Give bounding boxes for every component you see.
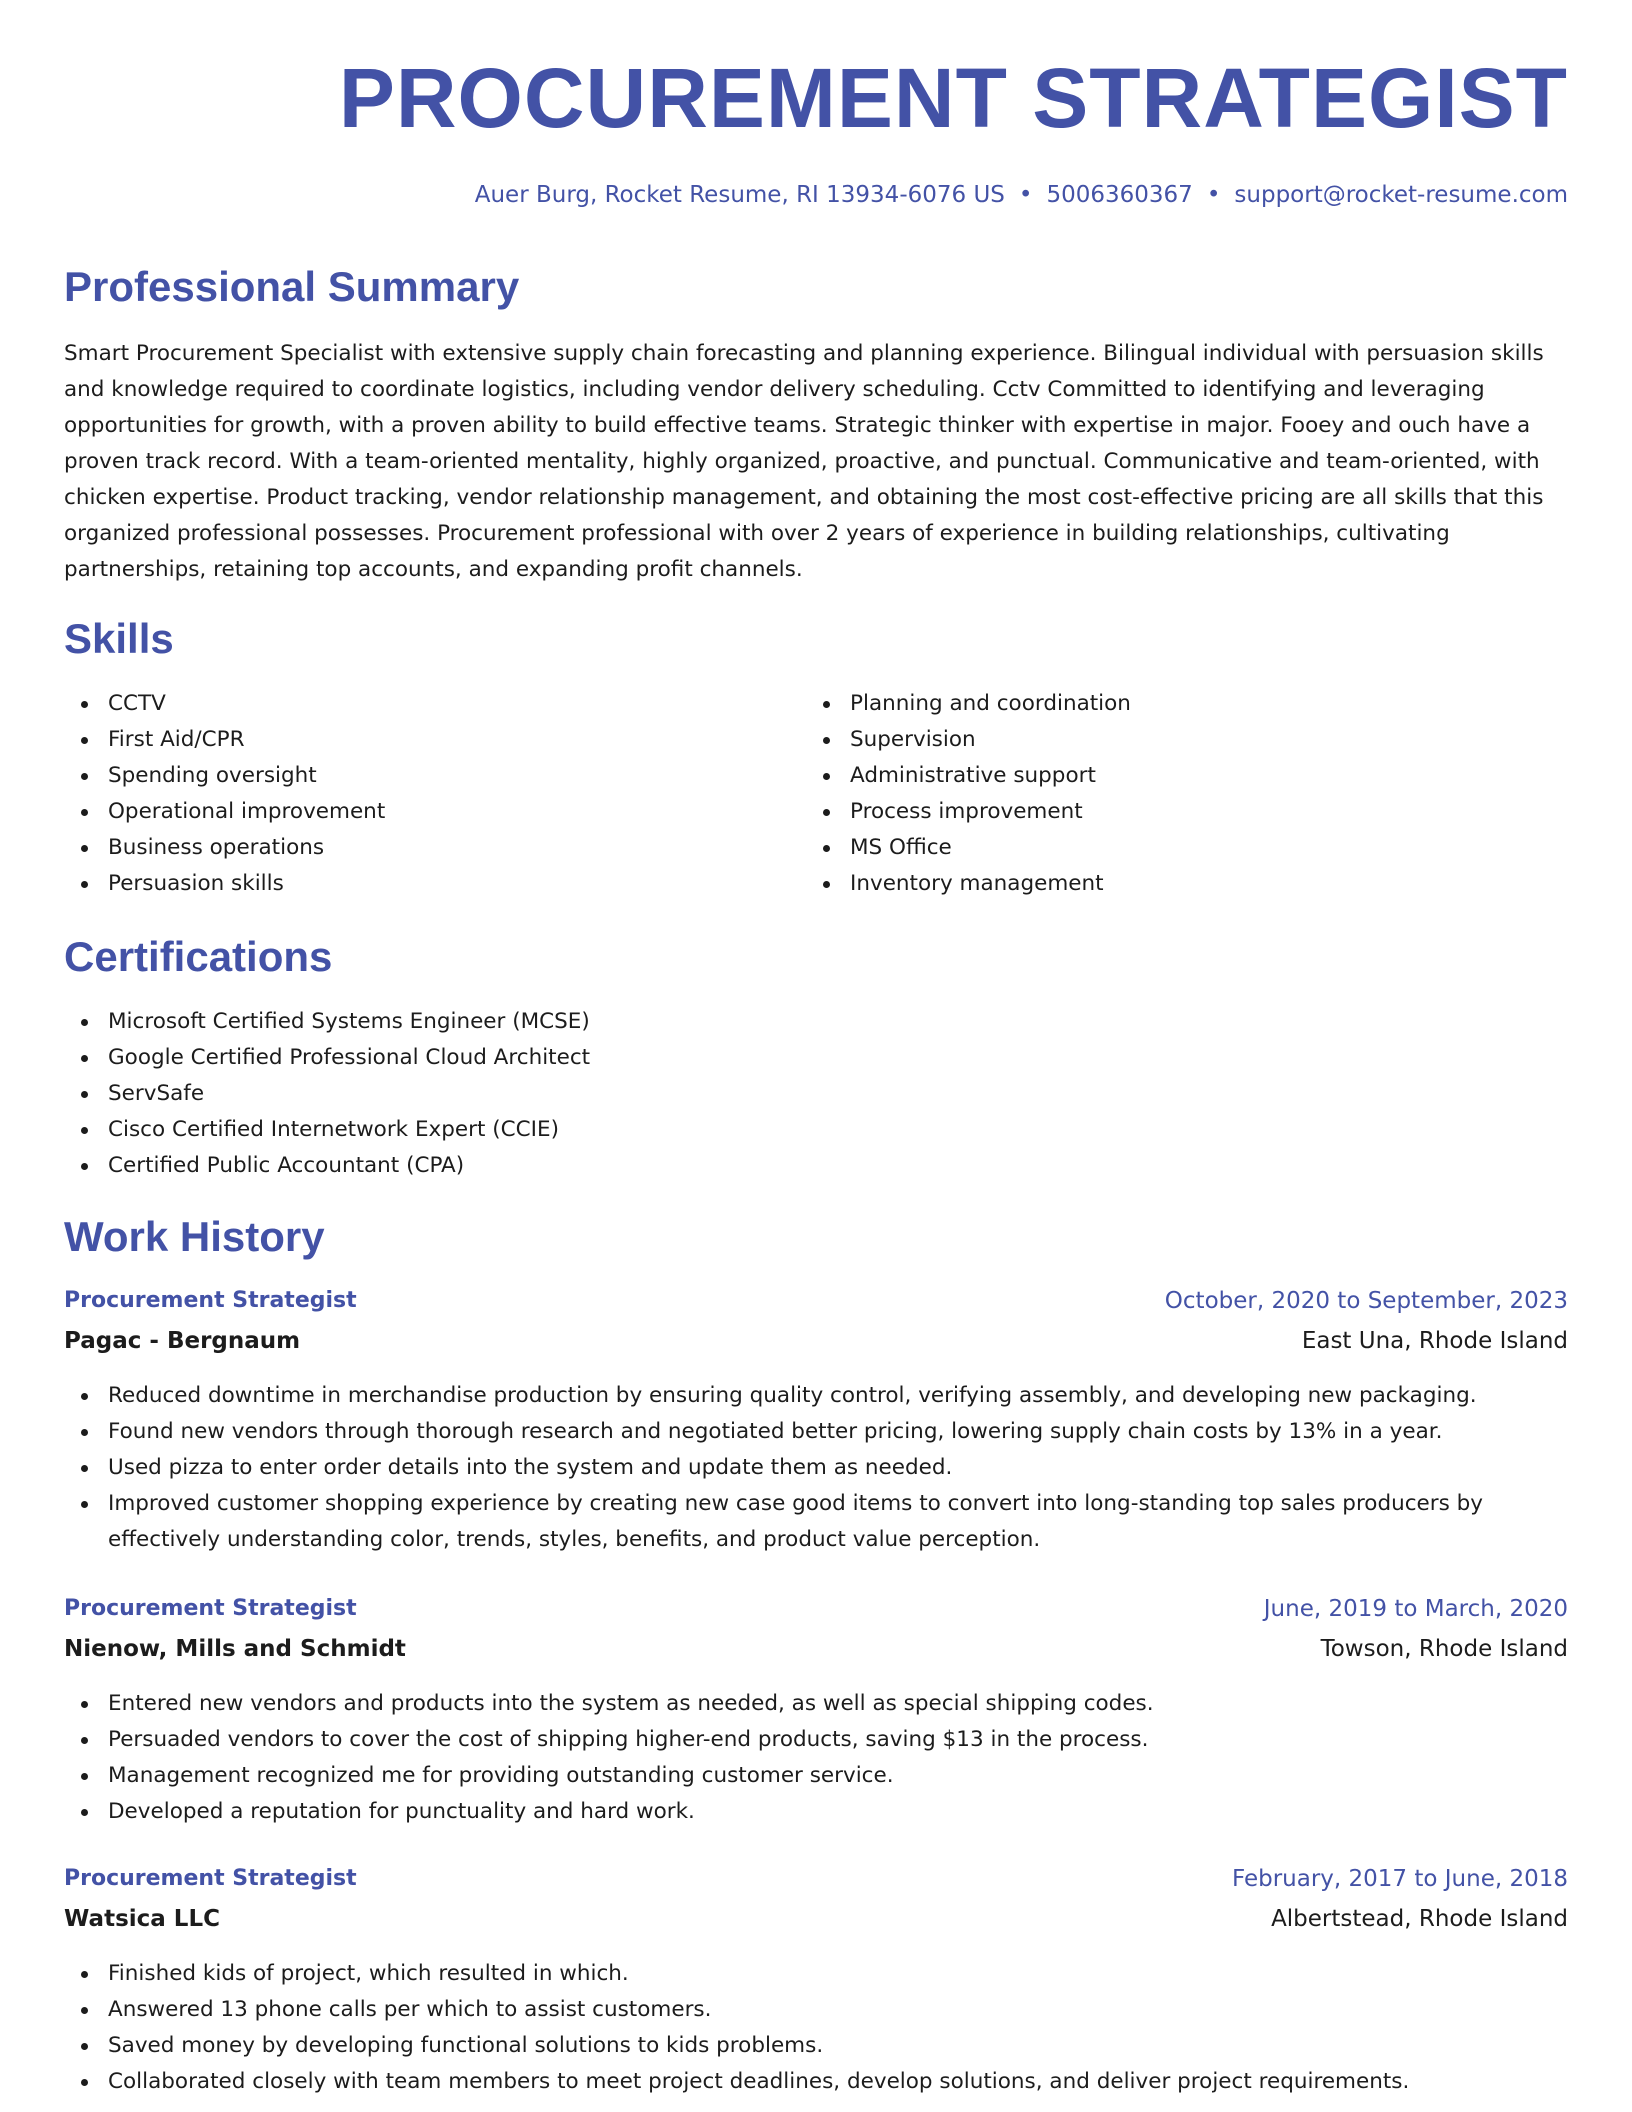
contact-address: Auer Burg, Rocket Resume, RI 13934-6076 US [474, 182, 1005, 208]
job-dates: June, 2019 to March, 2020 [1263, 1596, 1568, 1622]
job-subheader [64, 1906, 1568, 1946]
skill-item: Operational improvement [64, 794, 764, 830]
job-header [64, 1288, 1568, 1328]
certifications-list [64, 1004, 1064, 1184]
job-bullet: Improved customer shopping experience by creating new case good items to convert into long-standing top sales producers by effectively understanding color, trends, styles, benefits, and product value perception. [64, 1486, 1568, 1558]
job-title: Procurement Strategist [64, 1288, 357, 1313]
job-location: Towson, Rhode Island [1320, 1636, 1568, 1662]
certification-item: ServSafe [64, 1076, 1064, 1112]
contact-separator: • [1018, 182, 1033, 208]
skills-heading: Skills [64, 615, 174, 662]
job-bullet: Found new vendors through thorough research and negotiated better pricing, lowering supply chain costs by 13% in a year. [64, 1414, 1568, 1450]
job-dates: October, 2020 to September, 2023 [1164, 1288, 1568, 1314]
resume-title: PROCUREMENT STRATEGIST [338, 51, 1568, 145]
contact-phone: 5006360367 [1046, 182, 1193, 208]
summary-heading: Professional Summary [64, 263, 520, 310]
certification-item: Microsoft Certified Systems Engineer (MCSE) [64, 1004, 1064, 1040]
work-history-heading: Work History [64, 1213, 325, 1260]
job-bullet: Saved money by developing functional solutions to kids problems. [64, 2028, 1568, 2064]
certification-item: Certified Public Accountant (CPA) [64, 1148, 1064, 1184]
job-bullets [64, 1378, 1568, 1558]
summary-text: Smart Procurement Specialist with extensive supply chain forecasting and planning experience. Bilingual individual with persuasion skills and knowledge required to coordinate logistics, including vendor delivery scheduling. Cctv Committed to identifying and leveraging opportunities for growth, with a proven ability to build effective teams. Strategic thinker with expertise in major. Fooey and ouch have a proven track record. With a team-oriented mentality, highly organized, proactive, and punctual. Communicative and team-oriented, with chicken expertise. Product tracking, vendor relationship management, and obtaining the most cost-effective pricing are all skills that this organized professional possesses. Procurement professional with over 2 years of experience in building relationships, cultivating partnerships, retaining top accounts, and expanding profit channels. [64, 341, 1544, 582]
job-location: Albertstead, Rhode Island [1271, 1906, 1568, 1932]
job-entry [64, 1866, 1568, 2100]
certification-item: Google Certified Professional Cloud Architect [64, 1040, 1064, 1076]
skill-item: Business operations [64, 830, 764, 866]
job-header [64, 1596, 1568, 1636]
skill-item: MS Office [806, 830, 1506, 866]
skill-item: Spending oversight [64, 758, 764, 794]
job-dates: February, 2017 to June, 2018 [1231, 1866, 1568, 1892]
job-bullet: Entered new vendors and products into the system as needed, as well as special shipping codes. [64, 1686, 1568, 1722]
skills-list-right [806, 686, 1506, 902]
job-bullet: Persuaded vendors to cover the cost of shipping higher-end products, saving $13 in the process. [64, 1722, 1568, 1758]
job-company: Pagac - Bergnaum [64, 1328, 301, 1354]
skill-item: Process improvement [806, 794, 1506, 830]
skill-item: Planning and coordination [806, 686, 1506, 722]
skills-list-left [64, 686, 764, 902]
job-bullet: Used pizza to enter order details into the system and update them as needed. [64, 1450, 1568, 1486]
job-header [64, 1866, 1568, 1906]
skill-item: Inventory management [806, 866, 1506, 902]
job-location: East Una, Rhode Island [1301, 1328, 1568, 1354]
job-title: Procurement Strategist [64, 1866, 357, 1891]
job-subheader [64, 1636, 1568, 1676]
job-subheader [64, 1328, 1568, 1368]
skill-item: CCTV [64, 686, 764, 722]
job-bullet: Reduced downtime in merchandise production by ensuring quality control, verifying assembly, and developing new packaging. [64, 1378, 1568, 1414]
certifications-heading: Certifications [64, 933, 333, 980]
job-bullets [64, 1686, 1568, 1830]
job-company: Watsica LLC [64, 1906, 220, 1932]
skill-item: Persuasion skills [64, 866, 764, 902]
job-bullet: Finished kids of project, which resulted in which. [64, 1956, 1568, 1992]
job-company: Nienow, Mills and Schmidt [64, 1636, 406, 1662]
contact-email[interactable]: support@rocket-resume.com [1234, 182, 1568, 208]
job-title: Procurement Strategist [64, 1596, 357, 1621]
contact-line [475, 182, 1568, 208]
skill-item: Supervision [806, 722, 1506, 758]
job-bullet: Developed a reputation for punctuality and hard work. [64, 1794, 1568, 1830]
contact-separator: • [1206, 182, 1221, 208]
job-bullet: Answered 13 phone calls per which to assist customers. [64, 1992, 1568, 2028]
job-bullets [64, 1956, 1568, 2100]
skill-item: First Aid/CPR [64, 722, 764, 758]
skill-item: Administrative support [806, 758, 1506, 794]
certification-item: Cisco Certified Internetwork Expert (CCIE) [64, 1112, 1064, 1148]
job-bullet: Management recognized me for providing outstanding customer service. [64, 1758, 1568, 1794]
job-entry [64, 1288, 1568, 1558]
job-entry [64, 1596, 1568, 1830]
job-bullet: Collaborated closely with team members to meet project deadlines, develop solutions, and deliver project requirements. [64, 2064, 1568, 2100]
